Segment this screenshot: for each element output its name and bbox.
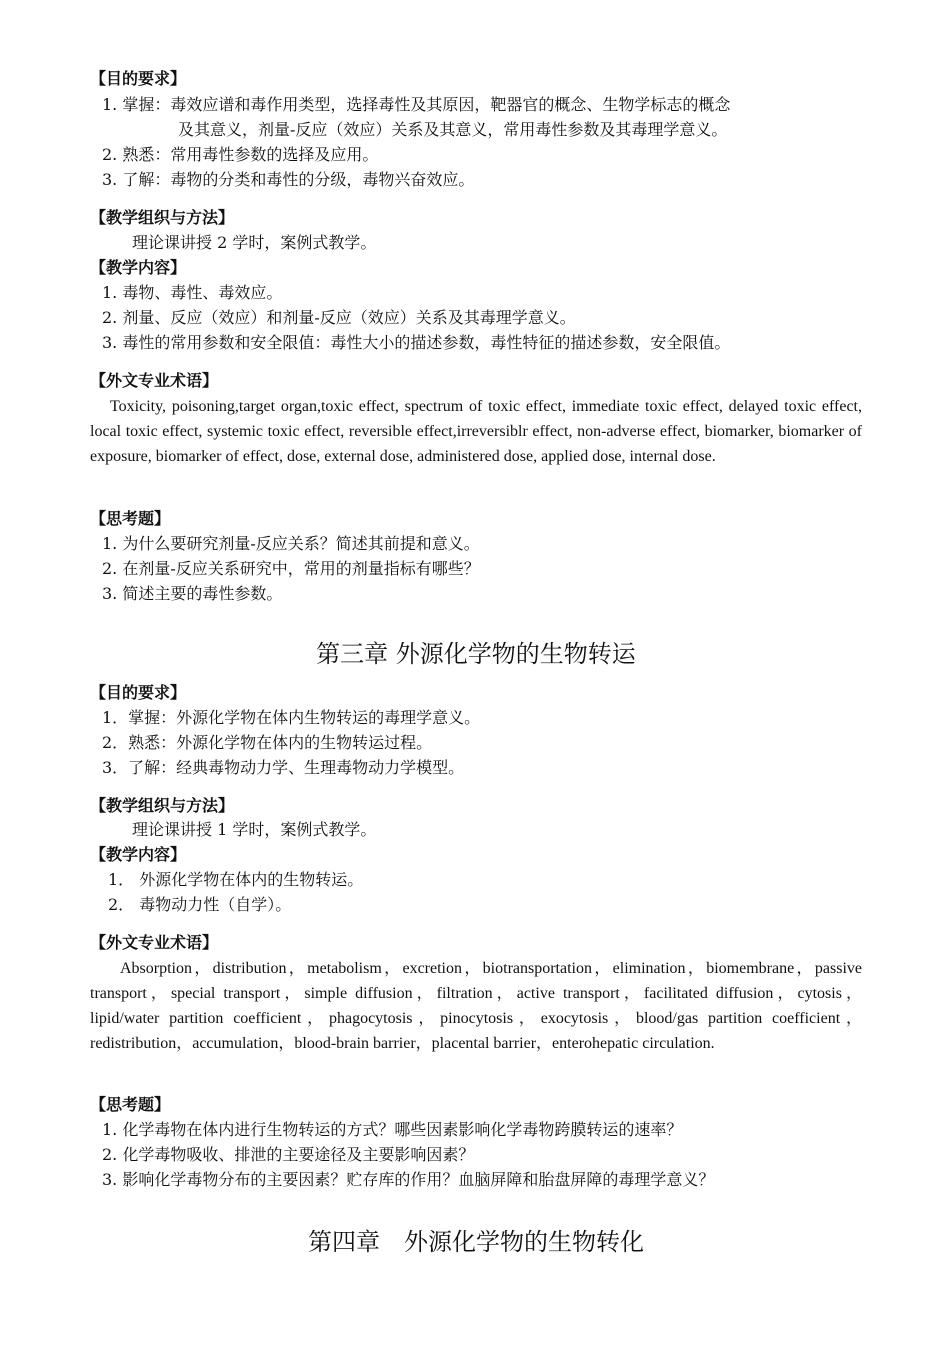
- content-item: 1. 毒物、毒性、毒效应。: [102, 283, 283, 302]
- objective-item: 1．掌握：外源化学物在体内生物转运的毒理学意义。: [102, 708, 481, 727]
- objective-item-continuation: 及其意义，剂量-反应（效应）关系及其意义，常用毒性参数及其毒理学意义。: [178, 120, 728, 139]
- question-item: 1. 为什么要研究剂量-反应关系？简述其前提和意义。: [102, 534, 480, 553]
- objective-item: 1. 掌握：毒效应谱和毒作用类型，选择毒性及其原因，靶器官的概念、生物学标志的概念: [102, 95, 731, 114]
- teaching-content-heading: 【教学内容】: [90, 258, 187, 277]
- objective-item: 2. 熟悉：常用毒性参数的选择及应用。: [102, 145, 379, 164]
- terms-heading: 【外文专业术语】: [90, 371, 219, 390]
- content-item: 1． 外源化学物在体内的生物转运。: [108, 870, 364, 889]
- objectives-heading: 【目的要求】: [90, 69, 187, 88]
- questions-heading: 【思考题】: [90, 1095, 171, 1114]
- objective-item: 3. 了解：毒物的分类和毒性的分级，毒物兴奋效应。: [102, 170, 475, 189]
- content-item: 2. 剂量、反应（效应）和剂量-反应（效应）关系及其毒理学意义。: [102, 308, 576, 327]
- content-item: 2． 毒物动力性（自学）。: [108, 895, 292, 914]
- chapter-title: 第三章 外源化学物的生物转运: [316, 640, 636, 668]
- question-item: 2. 化学毒物吸收、排泄的主要途径及主要影响因素？: [102, 1145, 475, 1164]
- terms-heading: 【外文专业术语】: [90, 933, 219, 952]
- teaching-org-heading: 【教学组织与方法】: [90, 796, 235, 815]
- objectives-heading: 【目的要求】: [90, 683, 187, 702]
- question-item: 2. 在剂量-反应关系研究中，常用的剂量指标有哪些？: [102, 559, 480, 578]
- teaching-org-text: 理论课讲授 1 学时，案例式教学。: [132, 820, 377, 839]
- teaching-org-text: 理论课讲授 2 学时，案例式教学。: [132, 233, 377, 252]
- chapter-title: 第四章 外源化学物的生物转化: [308, 1228, 644, 1256]
- question-item: 3. 影响化学毒物分布的主要因素？贮存库的作用？血脑屏障和胎盘屏障的毒理学意义？: [102, 1170, 715, 1189]
- question-item: 1. 化学毒物在体内进行生物转运的方式？哪些因素影响化学毒物跨膜转运的速率？: [102, 1120, 683, 1139]
- question-item: 3. 简述主要的毒性参数。: [102, 584, 283, 603]
- teaching-content-heading: 【教学内容】: [90, 845, 187, 864]
- objective-item: 3．了解：经典毒物动力学、生理毒物动力学模型。: [102, 758, 465, 777]
- questions-heading: 【思考题】: [90, 509, 171, 528]
- content-item: 3. 毒性的常用参数和安全限值：毒性大小的描述参数，毒性特征的描述参数，安全限值。: [102, 333, 731, 352]
- terms-paragraph: Absorption，distribution，metabolism，excretion，biotransportation，elimination，biomembrane，passive transport，special transport，simple diffusion，filtration，active transport，facilitated diffusion，cytosis，lipid/water partition coefficient，phagocytosis，pinocytosis，exocytosis，blood/gas partition coefficient，redistribution，accumulation，blood-brain barrier，placental barrier，enterohepatic circulation.: [90, 960, 862, 1052]
- terms-paragraph: Toxicity, poisoning,target organ,toxic effect, spectrum of toxic effect, immediate toxic effect, delayed toxic effect, local toxic effect, systemic toxic effect, reversible effect,irreversiblr effect, non-adverse effect, biomarker, biomarker of exposure, biomarker of effect, dose, external dose, administered dose, applied dose, internal dose.: [90, 398, 862, 465]
- objective-item: 2．熟悉：外源化学物在体内的生物转运过程。: [102, 733, 433, 752]
- teaching-org-heading: 【教学组织与方法】: [90, 208, 235, 227]
